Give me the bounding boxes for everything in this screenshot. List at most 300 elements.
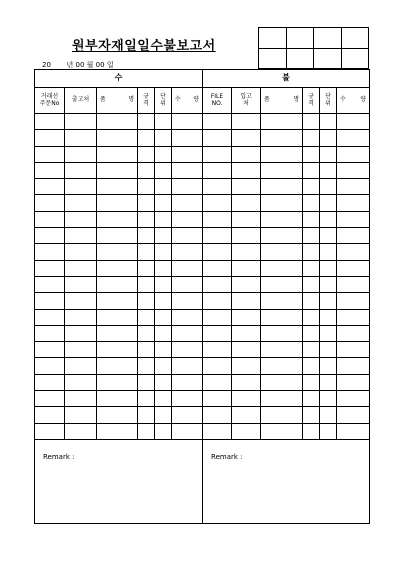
table-cell[interactable] bbox=[303, 260, 320, 276]
table-cell[interactable] bbox=[97, 325, 138, 341]
table-cell[interactable] bbox=[138, 244, 155, 260]
remark-left[interactable] bbox=[35, 439, 203, 523]
table-cell[interactable] bbox=[261, 293, 303, 309]
table-cell[interactable] bbox=[303, 195, 320, 211]
table-row bbox=[35, 146, 370, 162]
table-cell[interactable] bbox=[35, 293, 65, 309]
table-cell[interactable] bbox=[203, 211, 232, 227]
col-header-file-b: NO. bbox=[211, 99, 223, 107]
table-cell[interactable] bbox=[172, 391, 203, 407]
table-cell[interactable] bbox=[232, 342, 261, 358]
table-cell[interactable] bbox=[320, 309, 337, 325]
table-cell[interactable] bbox=[97, 391, 138, 407]
table-cell[interactable] bbox=[97, 114, 138, 130]
table-row bbox=[35, 244, 370, 260]
table-cell[interactable] bbox=[138, 374, 155, 390]
table-cell[interactable] bbox=[138, 276, 155, 292]
table-cell[interactable] bbox=[320, 228, 337, 244]
table-cell[interactable] bbox=[97, 293, 138, 309]
table-cell[interactable] bbox=[35, 195, 65, 211]
table-cell[interactable] bbox=[155, 179, 172, 195]
table-cell[interactable] bbox=[320, 130, 337, 146]
table-cell[interactable] bbox=[232, 146, 261, 162]
table-cell[interactable] bbox=[303, 407, 320, 423]
table-cell[interactable] bbox=[203, 342, 232, 358]
table-cell[interactable] bbox=[172, 260, 203, 276]
table-cell[interactable] bbox=[172, 195, 203, 211]
table-cell[interactable] bbox=[303, 309, 320, 325]
table-cell[interactable] bbox=[35, 260, 65, 276]
table-cell[interactable] bbox=[303, 211, 320, 227]
col-header-item-b: 명 bbox=[128, 96, 134, 104]
remark-right[interactable] bbox=[203, 439, 370, 523]
table-cell[interactable] bbox=[35, 276, 65, 292]
table-cell[interactable] bbox=[261, 179, 303, 195]
table-cell[interactable] bbox=[97, 276, 138, 292]
table-cell[interactable] bbox=[155, 325, 172, 341]
table-cell[interactable] bbox=[172, 423, 203, 439]
table-cell[interactable] bbox=[97, 146, 138, 162]
table-cell[interactable] bbox=[155, 228, 172, 244]
table-cell[interactable] bbox=[232, 195, 261, 211]
table-cell[interactable] bbox=[232, 293, 261, 309]
table-cell[interactable] bbox=[303, 244, 320, 260]
table-cell[interactable] bbox=[138, 309, 155, 325]
table-cell[interactable] bbox=[320, 391, 337, 407]
table-cell[interactable] bbox=[337, 276, 370, 292]
table-cell[interactable] bbox=[97, 309, 138, 325]
table-cell[interactable] bbox=[303, 162, 320, 178]
table-cell[interactable] bbox=[232, 309, 261, 325]
table-cell[interactable] bbox=[97, 407, 138, 423]
table-cell[interactable] bbox=[138, 228, 155, 244]
approval-cell[interactable] bbox=[314, 28, 342, 49]
table-cell[interactable] bbox=[337, 342, 370, 358]
table-cell[interactable] bbox=[65, 146, 97, 162]
table-cell[interactable] bbox=[337, 130, 370, 146]
table-cell[interactable] bbox=[337, 146, 370, 162]
date-month-value: 00 bbox=[75, 61, 85, 69]
col-header-spec2-a: 규 bbox=[308, 93, 314, 101]
table-cell[interactable] bbox=[155, 130, 172, 146]
table-row bbox=[35, 325, 370, 341]
table-cell[interactable] bbox=[35, 358, 65, 374]
table-cell[interactable] bbox=[65, 407, 97, 423]
table-cell[interactable] bbox=[138, 358, 155, 374]
table-cell[interactable] bbox=[203, 309, 232, 325]
table-row bbox=[35, 374, 370, 390]
date-year-prefix: 20 bbox=[42, 61, 51, 69]
table-cell[interactable] bbox=[97, 342, 138, 358]
approval-cell[interactable] bbox=[259, 48, 287, 69]
table-cell[interactable] bbox=[337, 293, 370, 309]
table-cell[interactable] bbox=[337, 114, 370, 130]
col-header-file-no bbox=[203, 88, 232, 114]
table-cell[interactable] bbox=[303, 391, 320, 407]
table-row bbox=[35, 195, 370, 211]
table-row bbox=[35, 276, 370, 292]
table-cell[interactable] bbox=[303, 276, 320, 292]
table-cell[interactable] bbox=[138, 114, 155, 130]
table-cell[interactable] bbox=[138, 293, 155, 309]
table-cell[interactable] bbox=[65, 162, 97, 178]
table-cell[interactable] bbox=[203, 260, 232, 276]
table-cell[interactable] bbox=[261, 260, 303, 276]
approval-cell[interactable] bbox=[286, 28, 314, 49]
table-cell[interactable] bbox=[172, 114, 203, 130]
table-cell[interactable] bbox=[155, 342, 172, 358]
table-cell[interactable] bbox=[138, 325, 155, 341]
table-cell[interactable] bbox=[320, 211, 337, 227]
table-cell[interactable] bbox=[97, 211, 138, 227]
table-cell[interactable] bbox=[65, 179, 97, 195]
table-cell[interactable] bbox=[320, 244, 337, 260]
approval-cell[interactable] bbox=[259, 28, 287, 49]
table-cell[interactable] bbox=[303, 342, 320, 358]
table-cell[interactable] bbox=[232, 179, 261, 195]
table-cell[interactable] bbox=[155, 423, 172, 439]
table-cell[interactable] bbox=[97, 228, 138, 244]
approval-cell[interactable] bbox=[341, 48, 369, 69]
table-cell[interactable] bbox=[320, 260, 337, 276]
table-cell[interactable] bbox=[97, 374, 138, 390]
table-cell[interactable] bbox=[203, 374, 232, 390]
table-row bbox=[35, 309, 370, 325]
table-cell[interactable] bbox=[320, 407, 337, 423]
table-cell[interactable] bbox=[337, 228, 370, 244]
remark-left-label: Remark : bbox=[43, 452, 75, 461]
table-cell[interactable] bbox=[203, 244, 232, 260]
table-cell[interactable] bbox=[138, 146, 155, 162]
table-cell[interactable] bbox=[35, 391, 65, 407]
table-cell[interactable] bbox=[303, 293, 320, 309]
table-cell[interactable] bbox=[35, 228, 65, 244]
table-cell[interactable] bbox=[65, 325, 97, 341]
col-header-item bbox=[97, 88, 138, 114]
table-cell[interactable] bbox=[232, 374, 261, 390]
table-cell[interactable] bbox=[232, 276, 261, 292]
approval-cell[interactable] bbox=[314, 48, 342, 69]
table-cell[interactable] bbox=[35, 146, 65, 162]
table-cell[interactable] bbox=[320, 423, 337, 439]
col-header-qty bbox=[172, 88, 203, 114]
table-cell[interactable] bbox=[261, 423, 303, 439]
table-row bbox=[35, 358, 370, 374]
table-cell[interactable] bbox=[155, 162, 172, 178]
col-header-qty2-b: 량 bbox=[360, 96, 367, 104]
table-cell[interactable] bbox=[261, 244, 303, 260]
table-cell[interactable] bbox=[203, 391, 232, 407]
table-cell[interactable] bbox=[261, 358, 303, 374]
table-cell[interactable] bbox=[261, 130, 303, 146]
table-cell[interactable] bbox=[232, 325, 261, 341]
table-cell[interactable] bbox=[232, 130, 261, 146]
table-cell[interactable] bbox=[232, 423, 261, 439]
date-day-unit: 일 bbox=[106, 61, 114, 69]
table-cell[interactable] bbox=[35, 325, 65, 341]
col-header-spec bbox=[138, 88, 155, 114]
table-cell[interactable] bbox=[232, 391, 261, 407]
table-cell[interactable] bbox=[203, 407, 232, 423]
table-cell[interactable] bbox=[155, 407, 172, 423]
table-cell[interactable] bbox=[337, 244, 370, 260]
table-cell[interactable] bbox=[320, 342, 337, 358]
table-cell[interactable] bbox=[138, 407, 155, 423]
table-cell[interactable] bbox=[97, 423, 138, 439]
table-row bbox=[35, 407, 370, 423]
col-header-item-a: 품 bbox=[100, 96, 106, 104]
table-cell[interactable] bbox=[203, 146, 232, 162]
col-header-spec2-b: 격 bbox=[308, 99, 314, 107]
table-cell[interactable] bbox=[261, 211, 303, 227]
table-cell[interactable] bbox=[97, 358, 138, 374]
table-row bbox=[35, 423, 370, 439]
table-cell[interactable] bbox=[155, 358, 172, 374]
table-cell[interactable] bbox=[337, 407, 370, 423]
table-cell[interactable] bbox=[138, 342, 155, 358]
table-cell[interactable] bbox=[138, 195, 155, 211]
table-cell[interactable] bbox=[337, 325, 370, 341]
table-cell[interactable] bbox=[172, 228, 203, 244]
table-cell[interactable] bbox=[261, 407, 303, 423]
table-cell[interactable] bbox=[155, 374, 172, 390]
table-cell[interactable] bbox=[320, 325, 337, 341]
table-cell[interactable] bbox=[232, 244, 261, 260]
table-cell[interactable] bbox=[320, 358, 337, 374]
table-cell[interactable] bbox=[320, 276, 337, 292]
table-cell[interactable] bbox=[232, 162, 261, 178]
table-cell[interactable] bbox=[232, 228, 261, 244]
table-cell[interactable] bbox=[261, 276, 303, 292]
table-cell[interactable] bbox=[261, 228, 303, 244]
table-cell[interactable] bbox=[65, 228, 97, 244]
table-cell[interactable] bbox=[203, 195, 232, 211]
table-cell[interactable] bbox=[261, 309, 303, 325]
issue-group-header: 불 bbox=[203, 70, 370, 88]
table-cell[interactable] bbox=[203, 423, 232, 439]
table-cell[interactable] bbox=[172, 244, 203, 260]
table-cell[interactable] bbox=[97, 179, 138, 195]
table-cell[interactable] bbox=[337, 162, 370, 178]
table-cell[interactable] bbox=[172, 276, 203, 292]
table-cell[interactable] bbox=[65, 244, 97, 260]
approval-cell[interactable] bbox=[341, 28, 369, 49]
table-cell[interactable] bbox=[172, 146, 203, 162]
table-cell[interactable] bbox=[303, 130, 320, 146]
table-cell[interactable] bbox=[320, 114, 337, 130]
table-cell[interactable] bbox=[35, 342, 65, 358]
table-cell[interactable] bbox=[97, 244, 138, 260]
table-cell[interactable] bbox=[337, 423, 370, 439]
table-cell[interactable] bbox=[35, 179, 65, 195]
table-cell[interactable] bbox=[65, 391, 97, 407]
table-cell[interactable] bbox=[155, 276, 172, 292]
col-header-unit-b: 위 bbox=[160, 99, 166, 107]
table-cell[interactable] bbox=[65, 309, 97, 325]
table-cell[interactable] bbox=[138, 260, 155, 276]
table-cell[interactable] bbox=[320, 179, 337, 195]
table-cell[interactable] bbox=[337, 374, 370, 390]
table-cell[interactable] bbox=[172, 162, 203, 178]
table-cell[interactable] bbox=[303, 423, 320, 439]
table-cell[interactable] bbox=[155, 309, 172, 325]
table-cell[interactable] bbox=[65, 293, 97, 309]
col-header-supplier: 출고처 bbox=[65, 88, 97, 114]
table-cell[interactable] bbox=[155, 211, 172, 227]
table-cell[interactable] bbox=[35, 407, 65, 423]
table-cell[interactable] bbox=[155, 260, 172, 276]
table-row bbox=[35, 211, 370, 227]
remark-row bbox=[35, 439, 370, 523]
table-cell[interactable] bbox=[303, 146, 320, 162]
table-cell[interactable] bbox=[35, 244, 65, 260]
table-cell[interactable] bbox=[261, 195, 303, 211]
table-cell[interactable] bbox=[320, 195, 337, 211]
col-header-unit-a: 단 bbox=[160, 93, 166, 101]
table-cell[interactable] bbox=[172, 179, 203, 195]
table-cell[interactable] bbox=[65, 276, 97, 292]
col-header-unit bbox=[155, 88, 172, 114]
table-cell[interactable] bbox=[155, 244, 172, 260]
remark-right-label: Remark : bbox=[211, 452, 243, 461]
table-cell[interactable] bbox=[97, 195, 138, 211]
table-cell[interactable] bbox=[138, 130, 155, 146]
col-header-spec2 bbox=[303, 88, 320, 114]
table-cell[interactable] bbox=[303, 325, 320, 341]
table-cell[interactable] bbox=[203, 162, 232, 178]
table-cell[interactable] bbox=[261, 391, 303, 407]
col-header-qty2-a: 수 bbox=[340, 96, 346, 104]
table-cell[interactable] bbox=[337, 358, 370, 374]
table-cell[interactable] bbox=[261, 114, 303, 130]
table-cell[interactable] bbox=[138, 423, 155, 439]
table-cell[interactable] bbox=[172, 309, 203, 325]
table-cell[interactable] bbox=[35, 423, 65, 439]
table-cell[interactable] bbox=[35, 162, 65, 178]
table-row bbox=[35, 114, 370, 130]
table-cell[interactable] bbox=[203, 325, 232, 341]
table-cell[interactable] bbox=[97, 130, 138, 146]
table-cell[interactable] bbox=[303, 228, 320, 244]
table-cell[interactable] bbox=[65, 211, 97, 227]
table-cell[interactable] bbox=[172, 130, 203, 146]
report-title: 원부자재일일수불보고서 bbox=[72, 39, 216, 54]
table-cell[interactable] bbox=[320, 146, 337, 162]
table-cell[interactable] bbox=[97, 260, 138, 276]
table-cell[interactable] bbox=[337, 195, 370, 211]
table-cell[interactable] bbox=[261, 342, 303, 358]
table-cell[interactable] bbox=[320, 162, 337, 178]
col-header-partner bbox=[35, 88, 65, 114]
table-cell[interactable] bbox=[172, 407, 203, 423]
table-cell[interactable] bbox=[320, 293, 337, 309]
col-header-unit2 bbox=[320, 88, 337, 114]
table-cell[interactable] bbox=[337, 260, 370, 276]
table-cell[interactable] bbox=[261, 374, 303, 390]
table-cell[interactable] bbox=[155, 391, 172, 407]
table-cell[interactable] bbox=[172, 358, 203, 374]
table-cell[interactable] bbox=[35, 374, 65, 390]
table-cell[interactable] bbox=[35, 114, 65, 130]
col-header-item2-b: 명 bbox=[293, 96, 300, 104]
table-cell[interactable] bbox=[35, 130, 65, 146]
col-header-unit2-a: 단 bbox=[325, 93, 331, 101]
table-cell[interactable] bbox=[303, 114, 320, 130]
table-cell[interactable] bbox=[97, 162, 138, 178]
table-cell[interactable] bbox=[203, 228, 232, 244]
table-cell[interactable] bbox=[261, 162, 303, 178]
table-cell[interactable] bbox=[203, 276, 232, 292]
table-row bbox=[35, 293, 370, 309]
table-cell[interactable] bbox=[203, 358, 232, 374]
table-cell[interactable] bbox=[337, 211, 370, 227]
table-cell[interactable] bbox=[320, 374, 337, 390]
table-cell[interactable] bbox=[232, 114, 261, 130]
table-cell[interactable] bbox=[65, 195, 97, 211]
table-cell[interactable] bbox=[337, 391, 370, 407]
table-cell[interactable] bbox=[65, 342, 97, 358]
table-cell[interactable] bbox=[138, 162, 155, 178]
table-cell[interactable] bbox=[172, 342, 203, 358]
table-cell[interactable] bbox=[303, 358, 320, 374]
table-cell[interactable] bbox=[337, 309, 370, 325]
table-cell[interactable] bbox=[172, 211, 203, 227]
table-cell[interactable] bbox=[203, 293, 232, 309]
approval-cell[interactable] bbox=[286, 48, 314, 69]
table-cell[interactable] bbox=[303, 179, 320, 195]
table-cell[interactable] bbox=[155, 114, 172, 130]
col-header-partner-line1: 거래선 bbox=[40, 93, 59, 101]
date-day-value: 00 bbox=[95, 61, 105, 69]
table-cell[interactable] bbox=[232, 211, 261, 227]
table-cell[interactable] bbox=[203, 114, 232, 130]
table-row bbox=[35, 162, 370, 178]
col-header-receiver bbox=[232, 88, 261, 114]
col-header-file-a: FILE bbox=[210, 93, 224, 101]
table-row bbox=[35, 342, 370, 358]
table-cell[interactable] bbox=[261, 325, 303, 341]
table-cell[interactable] bbox=[203, 130, 232, 146]
table-cell[interactable] bbox=[65, 130, 97, 146]
table-cell[interactable] bbox=[172, 374, 203, 390]
table-cell[interactable] bbox=[203, 179, 232, 195]
table-cell[interactable] bbox=[65, 358, 97, 374]
table-cell[interactable] bbox=[35, 309, 65, 325]
table-cell[interactable] bbox=[172, 293, 203, 309]
table-cell[interactable] bbox=[155, 195, 172, 211]
table-row bbox=[35, 228, 370, 244]
table-cell[interactable] bbox=[155, 146, 172, 162]
table-cell[interactable] bbox=[232, 260, 261, 276]
table-cell[interactable] bbox=[138, 211, 155, 227]
table-cell[interactable] bbox=[303, 374, 320, 390]
table-cell[interactable] bbox=[155, 293, 172, 309]
approval-box bbox=[258, 27, 369, 69]
table-cell[interactable] bbox=[138, 391, 155, 407]
table-cell[interactable] bbox=[65, 423, 97, 439]
table-cell[interactable] bbox=[138, 179, 155, 195]
table-cell[interactable] bbox=[35, 211, 65, 227]
date-year-unit: 년 bbox=[66, 61, 74, 69]
table-cell[interactable] bbox=[65, 114, 97, 130]
table-cell[interactable] bbox=[65, 374, 97, 390]
table-cell[interactable] bbox=[172, 325, 203, 341]
table-cell[interactable] bbox=[232, 407, 261, 423]
table-cell[interactable] bbox=[261, 146, 303, 162]
table-cell[interactable] bbox=[65, 260, 97, 276]
table-cell[interactable] bbox=[232, 358, 261, 374]
table-cell[interactable] bbox=[337, 179, 370, 195]
